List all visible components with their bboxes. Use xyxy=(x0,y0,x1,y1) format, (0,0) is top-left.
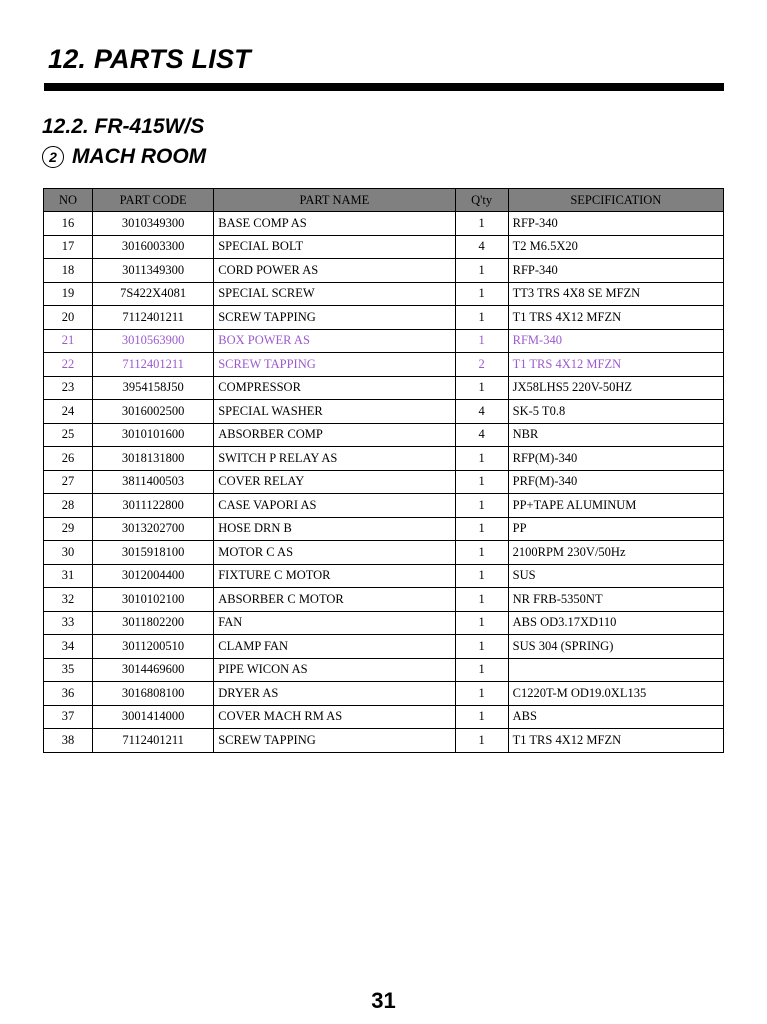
table-row xyxy=(44,235,724,259)
cell-specification: ABS xyxy=(508,705,723,729)
cell-part-name: SCREW TAPPING xyxy=(214,306,455,330)
cell-no: 19 xyxy=(44,282,93,306)
table-row xyxy=(44,658,724,682)
cell-part-code: 3954158J50 xyxy=(93,376,214,400)
cell-no: 28 xyxy=(44,494,93,518)
cell-part-code: 3010349300 xyxy=(93,212,214,236)
cell-part-name: SPECIAL SCREW xyxy=(214,282,455,306)
cell-qty: 4 xyxy=(455,423,508,447)
cell-specification: RFP-340 xyxy=(508,259,723,283)
cell-specification: SK-5 T0.8 xyxy=(508,400,723,424)
cell-specification: RFM-340 xyxy=(508,329,723,353)
table-row xyxy=(44,470,724,494)
cell-part-name: SPECIAL WASHER xyxy=(214,400,455,424)
cell-no: 34 xyxy=(44,635,93,659)
cell-qty: 1 xyxy=(455,470,508,494)
cell-part-code: 7112401211 xyxy=(93,306,214,330)
cell-specification: PRF(M)-340 xyxy=(508,470,723,494)
table-row xyxy=(44,329,724,353)
table-row xyxy=(44,282,724,306)
table-row xyxy=(44,447,724,471)
cell-part-code: 3016808100 xyxy=(93,682,214,706)
cell-no: 32 xyxy=(44,588,93,612)
table-row xyxy=(44,705,724,729)
cell-specification: PP+TAPE ALUMINUM xyxy=(508,494,723,518)
cell-qty: 1 xyxy=(455,588,508,612)
cell-part-name: FAN xyxy=(214,611,455,635)
cell-no: 27 xyxy=(44,470,93,494)
cell-no: 38 xyxy=(44,729,93,753)
table-row xyxy=(44,564,724,588)
table-row xyxy=(44,729,724,753)
table-header-row xyxy=(44,189,724,212)
cell-no: 37 xyxy=(44,705,93,729)
cell-part-name: DRYER AS xyxy=(214,682,455,706)
cell-specification: ABS OD3.17XD110 xyxy=(508,611,723,635)
cell-specification xyxy=(508,658,723,682)
cell-qty: 4 xyxy=(455,400,508,424)
cell-specification: 2100RPM 230V/50Hz xyxy=(508,541,723,565)
cell-qty: 1 xyxy=(455,611,508,635)
cell-part-code: 3010563900 xyxy=(93,329,214,353)
column-header-part-code: PART CODE xyxy=(93,189,214,212)
cell-part-code: 3018131800 xyxy=(93,447,214,471)
cell-part-code: 3016003300 xyxy=(93,235,214,259)
cell-part-name: COVER RELAY xyxy=(214,470,455,494)
cell-specification: NBR xyxy=(508,423,723,447)
cell-part-name: ABSORBER C MOTOR xyxy=(214,588,455,612)
cell-no: 21 xyxy=(44,329,93,353)
cell-part-name: CORD POWER AS xyxy=(214,259,455,283)
table-row xyxy=(44,212,724,236)
cell-part-code: 3016002500 xyxy=(93,400,214,424)
parts-table-body xyxy=(44,212,724,753)
cell-qty: 2 xyxy=(455,353,508,377)
column-header-specification: SEPCIFICATION xyxy=(508,189,723,212)
cell-part-code: 3010101600 xyxy=(93,423,214,447)
cell-qty: 1 xyxy=(455,329,508,353)
cell-qty: 1 xyxy=(455,658,508,682)
cell-qty: 1 xyxy=(455,376,508,400)
subsection-title xyxy=(42,142,206,172)
column-header-qty: Q'ty xyxy=(455,189,508,212)
cell-qty: 1 xyxy=(455,494,508,518)
cell-part-code: 3012004400 xyxy=(93,564,214,588)
cell-part-name: MOTOR C AS xyxy=(214,541,455,565)
cell-qty: 1 xyxy=(455,705,508,729)
cell-part-code: 7S422X4081 xyxy=(93,282,214,306)
table-row xyxy=(44,541,724,565)
table-row xyxy=(44,517,724,541)
cell-specification: C1220T-M OD19.0XL135 xyxy=(508,682,723,706)
cell-specification: PP xyxy=(508,517,723,541)
cell-qty: 4 xyxy=(455,235,508,259)
cell-qty: 1 xyxy=(455,729,508,753)
table-row xyxy=(44,306,724,330)
section-title: 12.2. FR-415W/S xyxy=(42,115,205,138)
cell-no: 33 xyxy=(44,611,93,635)
cell-no: 35 xyxy=(44,658,93,682)
cell-part-code: 3001414000 xyxy=(93,705,214,729)
page-title: 12. PARTS LIST xyxy=(48,44,251,74)
cell-no: 25 xyxy=(44,423,93,447)
cell-qty: 1 xyxy=(455,259,508,283)
cell-no: 30 xyxy=(44,541,93,565)
cell-part-name: BASE COMP AS xyxy=(214,212,455,236)
cell-no: 17 xyxy=(44,235,93,259)
cell-specification: RFP(M)-340 xyxy=(508,447,723,471)
cell-no: 26 xyxy=(44,447,93,471)
table-row xyxy=(44,682,724,706)
cell-part-name: CLAMP FAN xyxy=(214,635,455,659)
page-number: 31 xyxy=(371,988,396,1013)
cell-part-name: SCREW TAPPING xyxy=(214,353,455,377)
cell-part-name: SPECIAL BOLT xyxy=(214,235,455,259)
cell-specification: TT3 TRS 4X8 SE MFZN xyxy=(508,282,723,306)
cell-qty: 1 xyxy=(455,306,508,330)
cell-no: 29 xyxy=(44,517,93,541)
cell-qty: 1 xyxy=(455,541,508,565)
cell-part-code: 3013202700 xyxy=(93,517,214,541)
cell-specification: NR FRB-5350NT xyxy=(508,588,723,612)
cell-part-code: 3011349300 xyxy=(93,259,214,283)
cell-specification: T1 TRS 4X12 MFZN xyxy=(508,729,723,753)
table-row xyxy=(44,353,724,377)
table-row xyxy=(44,635,724,659)
table-row xyxy=(44,259,724,283)
cell-no: 22 xyxy=(44,353,93,377)
cell-no: 23 xyxy=(44,376,93,400)
cell-specification: SUS xyxy=(508,564,723,588)
cell-specification: T1 TRS 4X12 MFZN xyxy=(508,306,723,330)
table-row xyxy=(44,423,724,447)
cell-part-name: FIXTURE C MOTOR xyxy=(214,564,455,588)
cell-specification: SUS 304 (SPRING) xyxy=(508,635,723,659)
cell-part-name: COMPRESSOR xyxy=(214,376,455,400)
cell-part-code: 3011802200 xyxy=(93,611,214,635)
cell-qty: 1 xyxy=(455,212,508,236)
cell-specification: T1 TRS 4X12 MFZN xyxy=(508,353,723,377)
cell-part-code: 7112401211 xyxy=(93,729,214,753)
cell-part-code: 3011122800 xyxy=(93,494,214,518)
cell-part-name: BOX POWER AS xyxy=(214,329,455,353)
column-header-part-name: PART NAME xyxy=(214,189,455,212)
parts-table xyxy=(43,188,724,753)
cell-no: 18 xyxy=(44,259,93,283)
cell-specification: JX58LHS5 220V-50HZ xyxy=(508,376,723,400)
cell-specification: T2 M6.5X20 xyxy=(508,235,723,259)
cell-part-name: HOSE DRN B xyxy=(214,517,455,541)
cell-no: 36 xyxy=(44,682,93,706)
cell-part-name: COVER MACH RM AS xyxy=(214,705,455,729)
cell-part-code: 3811400503 xyxy=(93,470,214,494)
column-header-no: NO xyxy=(44,189,93,212)
cell-part-code: 3015918100 xyxy=(93,541,214,565)
cell-no: 24 xyxy=(44,400,93,424)
cell-qty: 1 xyxy=(455,517,508,541)
cell-part-name: ABSORBER COMP xyxy=(214,423,455,447)
cell-part-name: SWITCH P RELAY AS xyxy=(214,447,455,471)
cell-qty: 1 xyxy=(455,682,508,706)
cell-specification: RFP-340 xyxy=(508,212,723,236)
cell-part-code: 3014469600 xyxy=(93,658,214,682)
table-row xyxy=(44,376,724,400)
cell-part-name: SCREW TAPPING xyxy=(214,729,455,753)
cell-qty: 1 xyxy=(455,282,508,306)
cell-part-code: 3010102100 xyxy=(93,588,214,612)
cell-part-code: 3011200510 xyxy=(93,635,214,659)
circled-number: 2 xyxy=(42,146,64,168)
table-row xyxy=(44,400,724,424)
cell-qty: 1 xyxy=(455,635,508,659)
table-row xyxy=(44,494,724,518)
cell-qty: 1 xyxy=(455,564,508,588)
subsection-label: MACH ROOM xyxy=(72,145,207,168)
cell-no: 16 xyxy=(44,212,93,236)
cell-qty: 1 xyxy=(455,447,508,471)
cell-part-name: CASE VAPORI AS xyxy=(214,494,455,518)
cell-no: 31 xyxy=(44,564,93,588)
table-row xyxy=(44,611,724,635)
cell-no: 20 xyxy=(44,306,93,330)
table-row xyxy=(44,588,724,612)
title-rule xyxy=(44,83,724,91)
cell-part-name: PIPE WICON AS xyxy=(214,658,455,682)
cell-part-code: 7112401211 xyxy=(93,353,214,377)
